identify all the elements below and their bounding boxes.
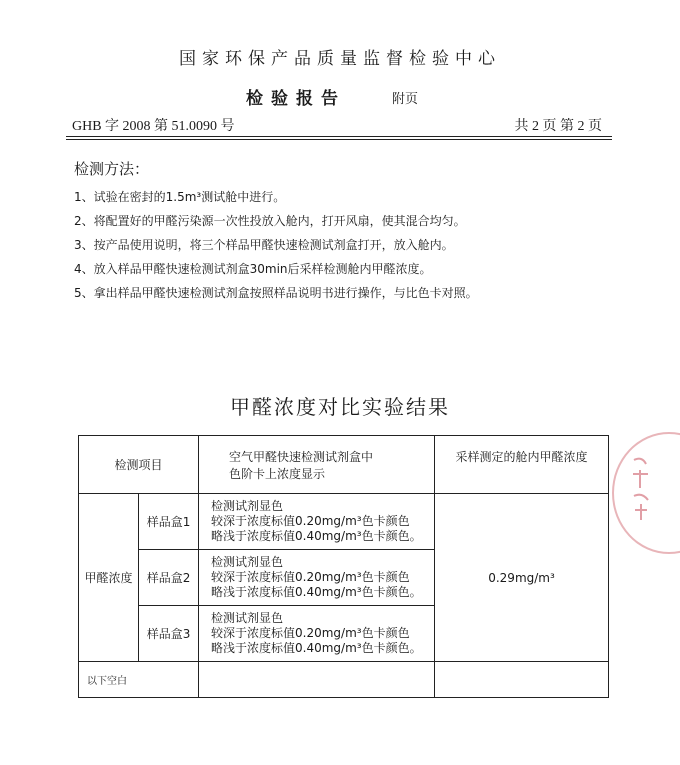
header-item	[79, 436, 199, 494]
method-step-1: 1、试验在密封的1.5m³测试舱中进行。	[74, 190, 286, 204]
sample-label-text: 样品盒1	[146, 515, 191, 529]
desc-line: 略浅于浓度标值0.40mg/m³色卡颜色。	[211, 585, 422, 599]
group-label	[79, 494, 139, 662]
desc-line: 略浅于浓度标值0.40mg/m³色卡颜色。	[211, 529, 422, 543]
sample-label	[139, 550, 199, 606]
method-step-4: 4、放入样品甲醛快速检测试剂盒30min后采样检测舱内甲醛浓度。	[74, 262, 432, 276]
method-step-2: 2、将配置好的甲醛污染源一次性投放入舱内，打开风扇，使其混合均匀。	[74, 214, 466, 228]
method-step-3: 3、按产品使用说明，将三个样品甲醛快速检测试剂盒打开，放入舱内。	[74, 238, 454, 252]
sampled-concentration	[435, 494, 609, 662]
footer-note	[79, 662, 199, 698]
report-title: 检验报告	[246, 89, 346, 109]
results-table-title: 甲醛浓度对比实验结果	[230, 395, 450, 419]
empty-cell	[435, 662, 609, 698]
empty-cell	[199, 662, 435, 698]
footer-note-text: 以下空白	[87, 676, 127, 687]
sampled-concentration-value: 0.29mg/m³	[488, 570, 555, 585]
header-rule-bottom	[66, 139, 612, 140]
desc-line: 较深于浓度标值0.20mg/m³色卡颜色	[211, 626, 410, 640]
desc-line: 较深于浓度标值0.20mg/m³色卡颜色	[211, 570, 410, 584]
header-kit-line2: 色阶卡上浓度显示	[229, 466, 326, 481]
desc-line: 略浅于浓度标值0.40mg/m³色卡颜色。	[211, 641, 422, 655]
results-table	[78, 435, 609, 698]
page-info: 共 2 页 第 2 页	[514, 119, 602, 134]
table-row	[79, 494, 609, 550]
table-footer-row	[79, 662, 609, 698]
group-label-text: 甲醛浓度	[84, 571, 133, 585]
header-rule-top	[66, 136, 612, 137]
desc-line: 较深于浓度标值0.20mg/m³色卡颜色	[211, 514, 410, 528]
sample-description	[199, 606, 435, 662]
sample-label-text: 样品盒2	[146, 571, 191, 585]
organization-name: 国家环保产品质量监督检验中心	[179, 49, 501, 69]
sample-label	[139, 606, 199, 662]
sample-label	[139, 494, 199, 550]
header-kit-line1: 空气甲醛快速检测试剂盒中	[229, 449, 374, 464]
header-sampled-text: 采样测定的舱内甲醛浓度	[455, 450, 588, 464]
desc-line: 检测试剂显色	[211, 611, 284, 625]
desc-line: 检测试剂显色	[211, 555, 284, 569]
sample-description	[199, 494, 435, 550]
header-item-text: 检测项目	[114, 458, 163, 472]
sample-label-text: 样品盒3	[146, 627, 191, 641]
seal-mark-icon	[630, 454, 652, 524]
header-kit	[199, 436, 435, 494]
sample-description	[199, 550, 435, 606]
desc-line: 检测试剂显色	[211, 499, 284, 513]
methods-list	[74, 185, 634, 305]
header-sampled	[435, 436, 609, 494]
appendix-label: 附页	[392, 92, 419, 107]
methods-title: 检测方法：	[74, 160, 150, 178]
table-header-row	[79, 436, 609, 494]
methods-section	[74, 158, 634, 305]
official-seal	[612, 432, 680, 554]
document-number: GHB 字 2008 第 51.0090 号	[72, 119, 235, 134]
seal-glyphs	[630, 454, 650, 529]
method-step-5: 5、拿出样品甲醛快速检测试剂盒按照样品说明书进行操作，与比色卡对照。	[74, 286, 478, 300]
